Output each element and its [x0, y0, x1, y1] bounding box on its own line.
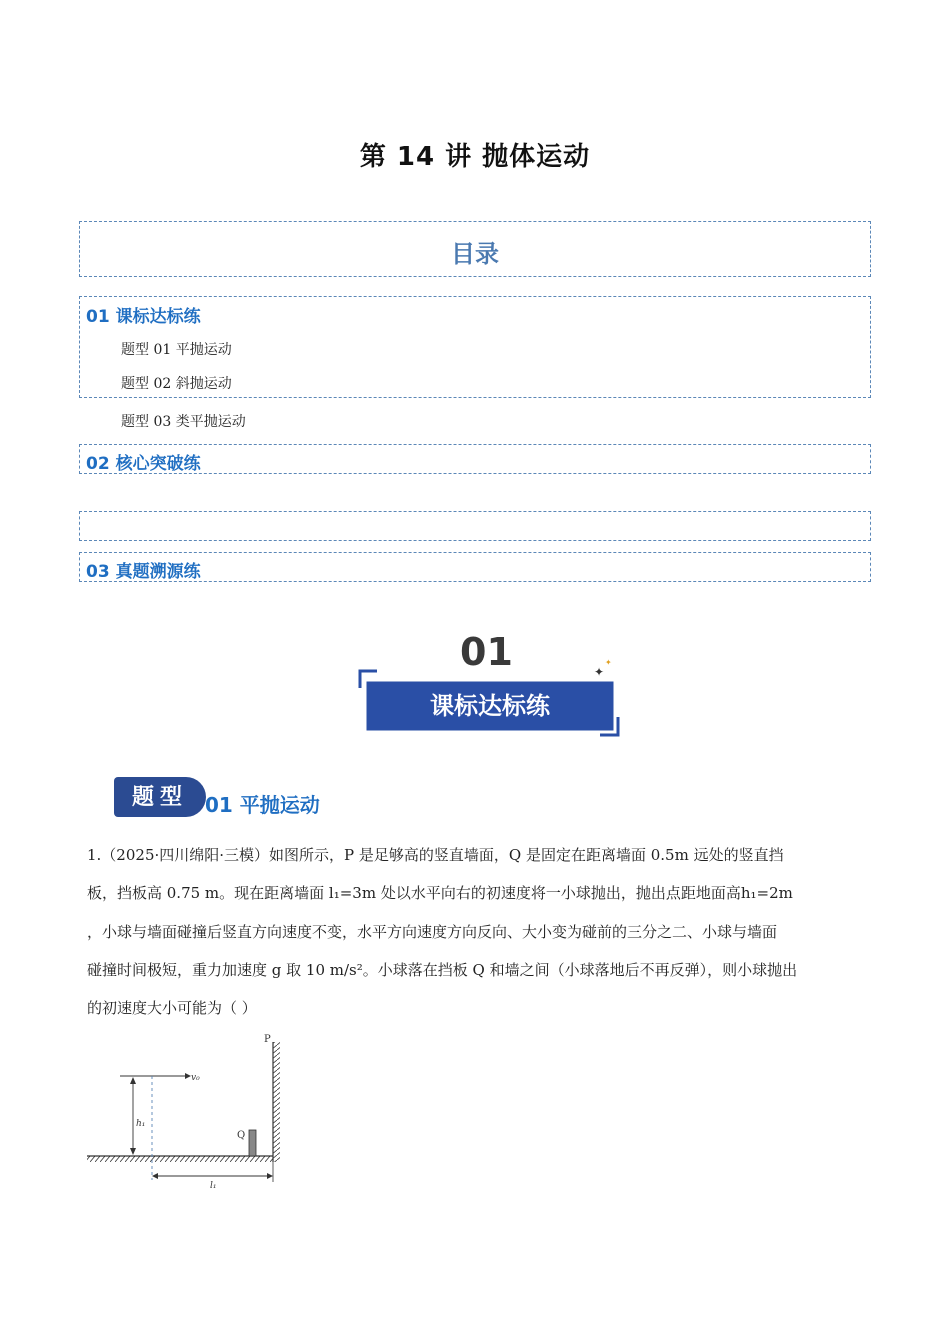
topic-label: 01 平抛运动	[205, 793, 320, 817]
question-line-1: 1.（2025·四川绵阳·三模）如图所示，P 是足够高的竖直墙面，Q 是固定在距离墙面 0.5m 远处的竖直挡	[87, 846, 784, 864]
toc-section-03[interactable]: 03 真题溯源练	[86, 562, 201, 582]
question-line-3: ，小球与墙面碰撞后竖直方向速度不变，水平方向速度方向反向、大小变为碰前的三分之二、小球与墙面	[87, 923, 778, 941]
figure-label-h1: h₁	[136, 1119, 146, 1129]
figure-label-q: Q	[237, 1130, 246, 1141]
figure-label-p: P	[264, 1034, 271, 1045]
svg-text:✦: ✦	[594, 665, 605, 679]
toc-item-02[interactable]: 题型 02 斜抛运动	[121, 376, 232, 392]
toc-empty-box	[79, 511, 871, 541]
question-line-5: 的初速度大小可能为（ ）	[87, 999, 257, 1017]
topic-badge	[114, 777, 206, 817]
physics-figure	[85, 1030, 300, 1192]
figure-label-l1: l₁	[210, 1181, 217, 1191]
section-badge-number: 01	[460, 630, 513, 674]
page-title: 第 14 讲 抛体运动	[359, 142, 591, 172]
section-badge-title: 课标达标练	[367, 682, 613, 730]
svg-text:✦: ✦	[605, 658, 612, 667]
question-line-4: 碰撞时间极短，重力加速度 g 取 10 m/s²。小球落在挡板 Q 和墙之间（小球落地后不再反弹），则小球抛出	[87, 961, 798, 979]
topic-badge-text: 题型	[131, 784, 188, 810]
toc-section-01[interactable]: 01 课标达标练	[86, 307, 201, 327]
toc-heading-box	[79, 221, 871, 277]
toc-heading: 目录	[451, 240, 499, 268]
figure-label-v0: v₀	[191, 1073, 200, 1083]
toc-section-02[interactable]: 02 核心突破练	[86, 454, 201, 474]
question-line-2: 板，挡板高 0.75 m。现在距离墙面 l₁=3m 处以水平向右的初速度将一小球抛出，抛出点距地面高h₁=2m	[87, 884, 793, 902]
toc-item-01[interactable]: 题型 01 平抛运动	[121, 342, 232, 358]
toc-item-03[interactable]: 题型 03 类平抛运动	[121, 414, 246, 430]
